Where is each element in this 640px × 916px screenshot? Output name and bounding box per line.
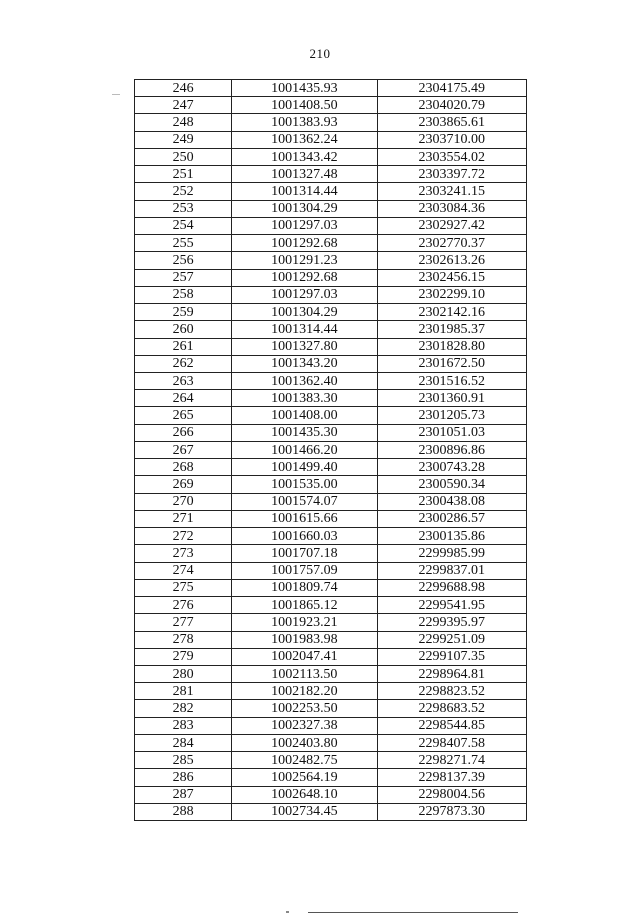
x-coordinate-cell: 1002113.50 xyxy=(232,665,377,682)
x-coordinate-cell: 1002734.45 xyxy=(232,803,377,820)
point-number-cell: 272 xyxy=(135,528,232,545)
point-number-cell: 273 xyxy=(135,545,232,562)
x-coordinate-cell: 1002482.75 xyxy=(232,752,377,769)
y-coordinate-cell: 2303241.15 xyxy=(377,183,526,200)
y-coordinate-cell: 2301672.50 xyxy=(377,355,526,372)
point-number-cell: 254 xyxy=(135,217,232,234)
table-row xyxy=(135,235,527,252)
y-coordinate-cell: 2303397.72 xyxy=(377,166,526,183)
point-number-cell: 288 xyxy=(135,803,232,820)
point-number-cell: 281 xyxy=(135,683,232,700)
y-coordinate-cell: 2301516.52 xyxy=(377,372,526,389)
y-coordinate-cell: 2298823.52 xyxy=(377,683,526,700)
y-coordinate-cell: 2300590.34 xyxy=(377,476,526,493)
y-coordinate-cell: 2303554.02 xyxy=(377,148,526,165)
point-number-cell: 280 xyxy=(135,665,232,682)
table-row xyxy=(135,786,527,803)
x-coordinate-cell: 1001291.23 xyxy=(232,252,377,269)
table-row xyxy=(135,545,527,562)
point-number-cell: 252 xyxy=(135,183,232,200)
x-coordinate-cell: 1001408.50 xyxy=(232,97,377,114)
point-number-cell: 261 xyxy=(135,338,232,355)
point-number-cell: 262 xyxy=(135,355,232,372)
point-number-cell: 255 xyxy=(135,235,232,252)
point-number-cell: 277 xyxy=(135,614,232,631)
x-coordinate-cell: 1002648.10 xyxy=(232,786,377,803)
y-coordinate-cell: 2302456.15 xyxy=(377,269,526,286)
x-coordinate-cell: 1001923.21 xyxy=(232,614,377,631)
x-coordinate-cell: 1002564.19 xyxy=(232,769,377,786)
table-row xyxy=(135,321,527,338)
point-number-cell: 248 xyxy=(135,114,232,131)
table-row xyxy=(135,614,527,631)
y-coordinate-cell: 2300286.57 xyxy=(377,510,526,527)
x-coordinate-cell: 1001408.00 xyxy=(232,407,377,424)
y-coordinate-cell: 2302299.10 xyxy=(377,286,526,303)
y-coordinate-cell: 2299251.09 xyxy=(377,631,526,648)
table-row xyxy=(135,579,527,596)
x-coordinate-cell: 1001757.09 xyxy=(232,562,377,579)
point-number-cell: 274 xyxy=(135,562,232,579)
y-coordinate-cell: 2302927.42 xyxy=(377,217,526,234)
x-coordinate-cell: 1001435.93 xyxy=(232,80,377,97)
table-row xyxy=(135,200,527,217)
y-coordinate-cell: 2303084.36 xyxy=(377,200,526,217)
coordinate-table-body xyxy=(135,80,527,821)
y-coordinate-cell: 2302142.16 xyxy=(377,304,526,321)
table-row xyxy=(135,683,527,700)
point-number-cell: 270 xyxy=(135,493,232,510)
table-row xyxy=(135,441,527,458)
point-number-cell: 258 xyxy=(135,286,232,303)
x-coordinate-cell: 1001292.68 xyxy=(232,269,377,286)
footer-mark xyxy=(286,911,289,913)
table-row xyxy=(135,665,527,682)
table-row xyxy=(135,355,527,372)
table-row xyxy=(135,528,527,545)
point-number-cell: 249 xyxy=(135,131,232,148)
x-coordinate-cell: 1001383.93 xyxy=(232,114,377,131)
point-number-cell: 267 xyxy=(135,441,232,458)
point-number-cell: 276 xyxy=(135,597,232,614)
x-coordinate-cell: 1001499.40 xyxy=(232,459,377,476)
footer-rule xyxy=(308,912,518,913)
y-coordinate-cell: 2302613.26 xyxy=(377,252,526,269)
point-number-cell: 265 xyxy=(135,407,232,424)
y-coordinate-cell: 2300896.86 xyxy=(377,441,526,458)
table-row xyxy=(135,476,527,493)
point-number-cell: 282 xyxy=(135,700,232,717)
x-coordinate-cell: 1001809.74 xyxy=(232,579,377,596)
x-coordinate-cell: 1001535.00 xyxy=(232,476,377,493)
x-coordinate-cell: 1001435.30 xyxy=(232,424,377,441)
table-row xyxy=(135,597,527,614)
x-coordinate-cell: 1001304.29 xyxy=(232,304,377,321)
x-coordinate-cell: 1001304.29 xyxy=(232,200,377,217)
x-coordinate-cell: 1001314.44 xyxy=(232,183,377,200)
table-row xyxy=(135,304,527,321)
point-number-cell: 284 xyxy=(135,734,232,751)
y-coordinate-cell: 2301205.73 xyxy=(377,407,526,424)
x-coordinate-cell: 1001327.80 xyxy=(232,338,377,355)
point-number-cell: 253 xyxy=(135,200,232,217)
point-number-cell: 269 xyxy=(135,476,232,493)
y-coordinate-cell: 2298137.39 xyxy=(377,769,526,786)
y-coordinate-cell: 2298683.52 xyxy=(377,700,526,717)
y-coordinate-cell: 2301051.03 xyxy=(377,424,526,441)
x-coordinate-cell: 1001660.03 xyxy=(232,528,377,545)
x-coordinate-cell: 1001466.20 xyxy=(232,441,377,458)
coordinate-table xyxy=(134,79,527,821)
y-coordinate-cell: 2301360.91 xyxy=(377,390,526,407)
point-number-cell: 247 xyxy=(135,97,232,114)
table-row xyxy=(135,407,527,424)
table-row xyxy=(135,390,527,407)
table-row xyxy=(135,131,527,148)
table-row xyxy=(135,803,527,820)
point-number-cell: 250 xyxy=(135,148,232,165)
y-coordinate-cell: 2300135.86 xyxy=(377,528,526,545)
margin-mark xyxy=(112,94,120,95)
point-number-cell: 286 xyxy=(135,769,232,786)
y-coordinate-cell: 2301985.37 xyxy=(377,321,526,338)
point-number-cell: 257 xyxy=(135,269,232,286)
y-coordinate-cell: 2303710.00 xyxy=(377,131,526,148)
table-row xyxy=(135,80,527,97)
y-coordinate-cell: 2299395.97 xyxy=(377,614,526,631)
y-coordinate-cell: 2304020.79 xyxy=(377,97,526,114)
x-coordinate-cell: 1001327.48 xyxy=(232,166,377,183)
table-row xyxy=(135,459,527,476)
page-number: 210 xyxy=(309,46,331,61)
x-coordinate-cell: 1001343.42 xyxy=(232,148,377,165)
table-row xyxy=(135,372,527,389)
point-number-cell: 283 xyxy=(135,717,232,734)
y-coordinate-cell: 2298964.81 xyxy=(377,665,526,682)
x-coordinate-cell: 1001574.07 xyxy=(232,493,377,510)
table-row xyxy=(135,252,527,269)
y-coordinate-cell: 2303865.61 xyxy=(377,114,526,131)
table-row xyxy=(135,97,527,114)
x-coordinate-cell: 1001707.18 xyxy=(232,545,377,562)
x-coordinate-cell: 1002253.50 xyxy=(232,700,377,717)
x-coordinate-cell: 1001343.20 xyxy=(232,355,377,372)
point-number-cell: 271 xyxy=(135,510,232,527)
point-number-cell: 275 xyxy=(135,579,232,596)
y-coordinate-cell: 2301828.80 xyxy=(377,338,526,355)
y-coordinate-cell: 2298004.56 xyxy=(377,786,526,803)
x-coordinate-cell: 1001983.98 xyxy=(232,631,377,648)
table-row xyxy=(135,648,527,665)
y-coordinate-cell: 2302770.37 xyxy=(377,235,526,252)
point-number-cell: 251 xyxy=(135,166,232,183)
table-row xyxy=(135,510,527,527)
point-number-cell: 264 xyxy=(135,390,232,407)
x-coordinate-cell: 1002403.80 xyxy=(232,734,377,751)
table-row xyxy=(135,424,527,441)
y-coordinate-cell: 2298271.74 xyxy=(377,752,526,769)
point-number-cell: 259 xyxy=(135,304,232,321)
y-coordinate-cell: 2304175.49 xyxy=(377,80,526,97)
x-coordinate-cell: 1002047.41 xyxy=(232,648,377,665)
y-coordinate-cell: 2299837.01 xyxy=(377,562,526,579)
point-number-cell: 246 xyxy=(135,80,232,97)
y-coordinate-cell: 2299541.95 xyxy=(377,597,526,614)
x-coordinate-cell: 1001292.68 xyxy=(232,235,377,252)
x-coordinate-cell: 1001297.03 xyxy=(232,217,377,234)
table-row xyxy=(135,148,527,165)
x-coordinate-cell: 1001383.30 xyxy=(232,390,377,407)
y-coordinate-cell: 2299688.98 xyxy=(377,579,526,596)
y-coordinate-cell: 2298407.58 xyxy=(377,734,526,751)
point-number-cell: 287 xyxy=(135,786,232,803)
y-coordinate-cell: 2300438.08 xyxy=(377,493,526,510)
table-row xyxy=(135,769,527,786)
point-number-cell: 263 xyxy=(135,372,232,389)
point-number-cell: 256 xyxy=(135,252,232,269)
point-number-cell: 260 xyxy=(135,321,232,338)
point-number-cell: 278 xyxy=(135,631,232,648)
y-coordinate-cell: 2298544.85 xyxy=(377,717,526,734)
table-row xyxy=(135,493,527,510)
point-number-cell: 279 xyxy=(135,648,232,665)
point-number-cell: 266 xyxy=(135,424,232,441)
table-row xyxy=(135,734,527,751)
table-row xyxy=(135,166,527,183)
table-row xyxy=(135,183,527,200)
y-coordinate-cell: 2300743.28 xyxy=(377,459,526,476)
table-row xyxy=(135,114,527,131)
y-coordinate-cell: 2297873.30 xyxy=(377,803,526,820)
x-coordinate-cell: 1002182.20 xyxy=(232,683,377,700)
table-row xyxy=(135,631,527,648)
x-coordinate-cell: 1001314.44 xyxy=(232,321,377,338)
x-coordinate-cell: 1001297.03 xyxy=(232,286,377,303)
table-row xyxy=(135,269,527,286)
table-row xyxy=(135,562,527,579)
x-coordinate-cell: 1002327.38 xyxy=(232,717,377,734)
table-row xyxy=(135,752,527,769)
table-row xyxy=(135,700,527,717)
table-row xyxy=(135,717,527,734)
table-row xyxy=(135,217,527,234)
point-number-cell: 268 xyxy=(135,459,232,476)
table-row xyxy=(135,286,527,303)
x-coordinate-cell: 1001362.40 xyxy=(232,372,377,389)
x-coordinate-cell: 1001362.24 xyxy=(232,131,377,148)
y-coordinate-cell: 2299107.35 xyxy=(377,648,526,665)
table-row xyxy=(135,338,527,355)
x-coordinate-cell: 1001615.66 xyxy=(232,510,377,527)
point-number-cell: 285 xyxy=(135,752,232,769)
y-coordinate-cell: 2299985.99 xyxy=(377,545,526,562)
x-coordinate-cell: 1001865.12 xyxy=(232,597,377,614)
